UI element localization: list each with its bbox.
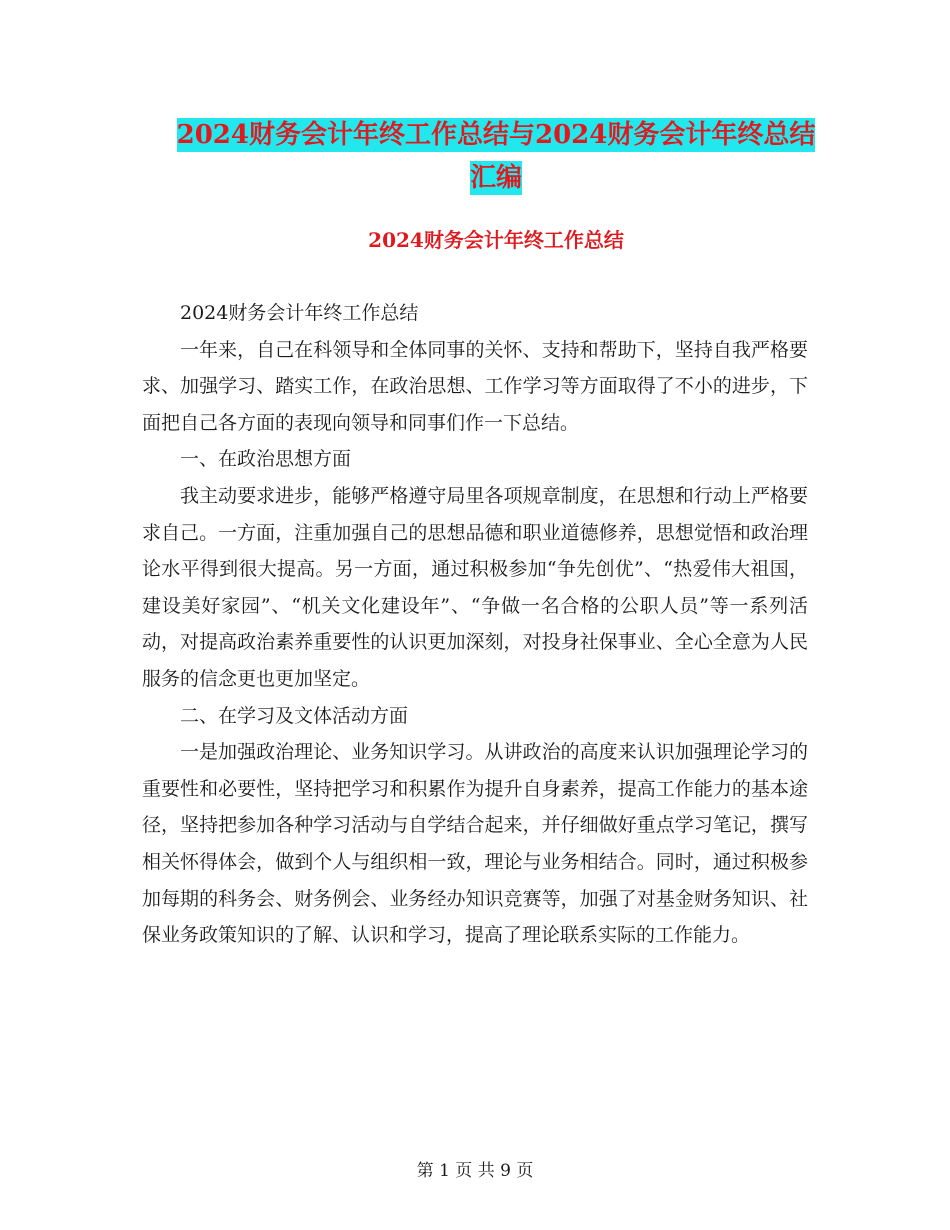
page-footer: 第 1 页 共 9 页 bbox=[416, 1161, 534, 1181]
subheading: 二、在学习及文体活动方面 bbox=[180, 704, 409, 727]
subheading: 一、在政治思想方面 bbox=[180, 448, 352, 471]
document-title-text-2: 汇编 bbox=[469, 163, 522, 193]
document-body bbox=[142, 295, 808, 954]
document-title-line-2 bbox=[140, 157, 852, 194]
paragraph: 一是加强政治理论、业务知识学习。从讲政治的高度来认识加强理论学习的重要性和必要性，坚持把学习和积累作为提升自身素养，提高工作能力的基本途径，坚持把参加各种学习活动与自学结合起来，并仔细做好重点学习笔记，撰写相关怀得体会，做到个人与组织相一致，理论与业务相结合。同时，通过积极参加每期的科务会、财务例会、业务经办知识竞赛等，加强了对基金财务知识、社保业务政策知识的了解、认识和学习，提高了理论联系实际的工作能力。 bbox=[142, 741, 808, 947]
section-heading: 2024财务会计年终工作总结 bbox=[368, 228, 624, 252]
paragraph: 2024财务会计年终工作总结 bbox=[180, 302, 419, 324]
document-title-text-1: 2024财务会计年终工作总结与2024财务会计年终总结 bbox=[176, 120, 816, 150]
document-title-line-1 bbox=[140, 114, 852, 151]
paragraph: 我主动要求进步，能够严格遵守局里各项规章制度，在思想和行动上严格要求自己。一方面，注重加强自己的思想品德和职业道德修养，思想觉悟和政治理论水平得到很大提高。另一方面，通过积极参加“争先创优”、“热爱伟大祖国，建设美好家园”、“机关文化建设年”、“争做一名合格的公职人员”等一系列活动，对提高政治素养重要性的认识更加深刻，对投身社保事业、全心全意为人民服务的信念更也更加坚定。 bbox=[142, 484, 808, 690]
paragraph: 一年来，自己在科领导和全体同事的关怀、支持和帮助下，坚持自我严格要求、加强学习、踏实工作，在政治思想、工作学习等方面取得了不小的进步，下面把自己各方面的表现向领导和同事们作一下总结。 bbox=[142, 338, 808, 434]
